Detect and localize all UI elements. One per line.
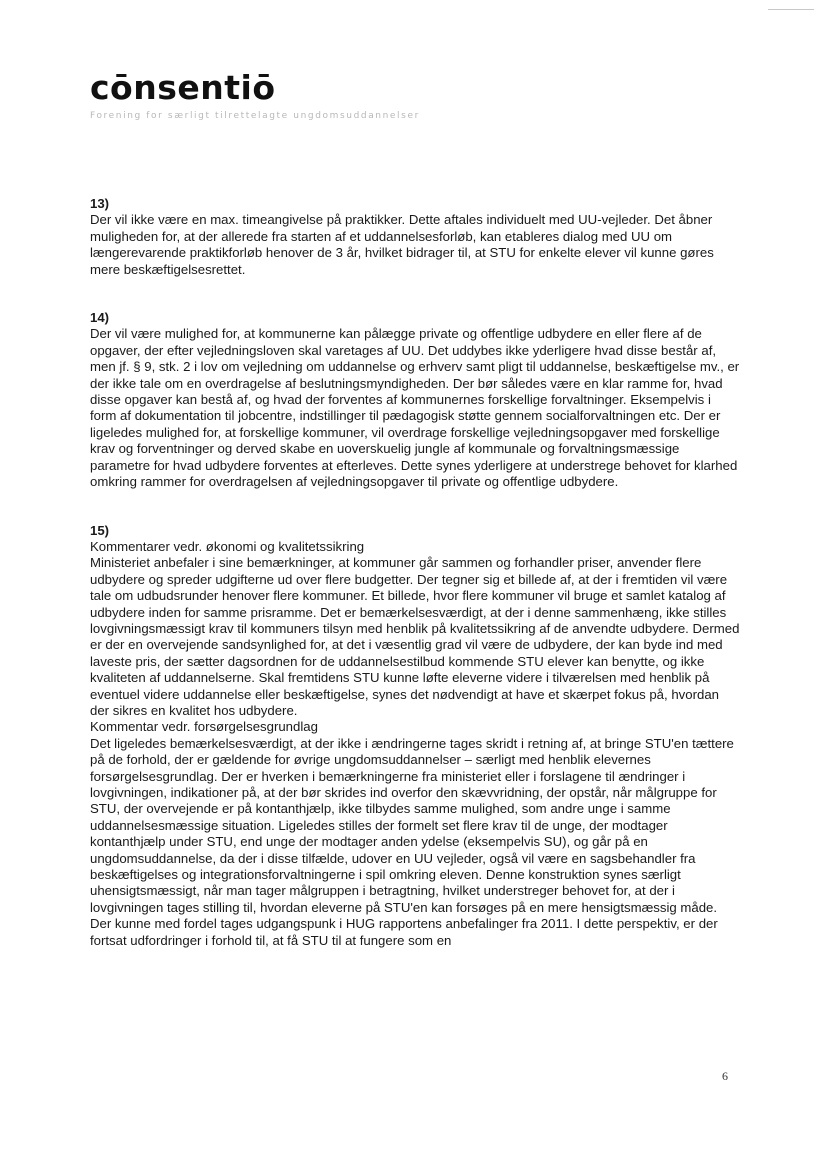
section-spacer bbox=[90, 491, 740, 523]
section-number: 15) bbox=[90, 522, 110, 538]
section-number: 13) bbox=[90, 196, 110, 211]
paragraph: Der vil ikke være en max. timeangivelse på praktikker. Dette aftales individuelt med UU-vejleder. Det åbner muligheden for, at der allerede fra starten af et uddannelsesforløb, kan etableres dialog med UU om længerevarende praktikforløb henover de 3 år, hvilket bidrager til, at STU for enkelte elever vil kunne gøres mere beskæftigelsesrettet. bbox=[90, 212, 714, 277]
section-15 bbox=[90, 523, 740, 950]
section-number: 14) bbox=[90, 310, 110, 326]
consentio-logo: cōnsentiō bbox=[90, 68, 276, 107]
paragraph: Det ligeledes bemærkelsesværdigt, at der ikke i ændringerne tages skridt i retning af, at bringe STU'en tættere på de forhold, der er gældende for øvrige ungdomsuddannelser – særligt med henblik elevernes forsørgelsesgrundlag. Der er hverken i bemærkningerne fra ministeriet eller i forslagene til ændringer i lovgivningen, indikationer på, at der bør skrides ind overfor den skævvridning, der opstår, når målgruppe for STU, der overvejende er på kontanthjælp, ikke tilbydes samme mulighed, som andre unge i samme uddannelsesmæssige situation. Ligeledes stilles der formelt set flere krav til de unge, der modtager kontanthjælp under STU, end unge der modtager anden ydelse (eksempelvis SU), og går på en ungdomsuddannelse, da der i disse tilfælde, udover en UU vejleder, også vil være en sagsbehandler fra beskæftigelses og integrationsforvaltningerne i spil omkring eleven. Denne konstruktion synes særligt uhensigtsmæssigt, når man tager målgruppen i betragtning, hvilket understreger behovet for, at der i lovgivningen tages stilling til, hvordan eleverne på STU'en kan forsøges på en mere hensigtsmæssig måde. Der kunne med fordel tages udgangspunk i HUG rapportens anbefalinger fra 2011. I dette perspektiv, er der fortsat udfordringer i forhold til, at få STU til at fungere som en bbox=[90, 735, 734, 948]
subheading-support: Kommentar vedr. forsørgelsesgrundlag bbox=[90, 719, 318, 735]
page-number: 6 bbox=[722, 1069, 728, 1083]
section-spacer bbox=[90, 278, 740, 310]
scan-edge-mark bbox=[768, 9, 814, 10]
subheading-economy: Kommentarer vedr. økonomi og kvalitetssikring bbox=[90, 538, 365, 554]
section-13 bbox=[90, 196, 740, 278]
section-14 bbox=[90, 310, 740, 490]
logo-tagline: Forening for særligt tilrettelagte ungdomsuddannelser bbox=[90, 111, 420, 121]
paragraph: Ministeriet anbefaler i sine bemærkninger, at kommuner går sammen og forhandler priser, anvender flere udbydere og spreder udgifterne ud over flere budgetter. Der tegner sig et billede af, at der i fremtiden vil være tale om udbudsrunder henover flere kommuner. Et billede, hvor flere kommuner vil bruge et samlet katalog af udbydere inden for samme prisramme. Det er bemærkelsesværdigt, at der i denne sammenhæng, ikke stilles lovgivningsmæssigt krav til kommuners tilsyn med henblik på kvalitetssikring af de anvendte udbydere. Dermed er der en overvejende sandsynlighed for, at det i væsentlig grad vil være de udbydere, der kan byde ind med laveste pris, der sætter dagsordnen for de uddannelsestilbud kommende STU elever kan benytte, og ikke kvaliteten af uddannelserne. Skal fremtidens STU kunne løfte eleverne videre i tilværelsen med henblik på eventuel videre uddannelse eller beskæftigelse, synes det nødvendigt at have et skærpet fokus på, hvordan der sikres en kvalitet hos udbydere. bbox=[90, 555, 740, 718]
paragraph: Der vil være mulighed for, at kommunerne kan pålægge private og offentlige udbydere en eller flere af de opgaver, der efter vejledningsloven skal varetages af UU. Det uddybes ikke yderligere hvad disse består af, men jf. § 9, stk. 2 i lov om vejledning om uddannelse og erhverv samt pligt til uddannelse, beskæftigelse mv., er der ikke tale om en overdragelse af beslutningsmyndigheden. Der bør således være en klar ramme for, hvad disse opgaver kan bestå af, og hvad der forventes af kommunernes forskellige forvaltninger. Eksempelvis i form af dokumentation til jobcentre, indstillinger til pædagogisk støtte gennem socialforvaltningen etc. Der er ligeledes mulighed for, at forskellige kommuner, vil overdrage forskellige vejledningsopgaver med forskellige krav og forventninger og derved skabe en uoverskuelig jungle af kommunale og forvaltningsmæssige parametre for hvad udbydere forventes at efterleves. Dette synes yderligere at understrege behovet for klarhed omkring rammer for overdragelsen af vejledningsopgaver til private og offentlige udbydere. bbox=[90, 326, 740, 490]
document-body bbox=[90, 196, 740, 949]
